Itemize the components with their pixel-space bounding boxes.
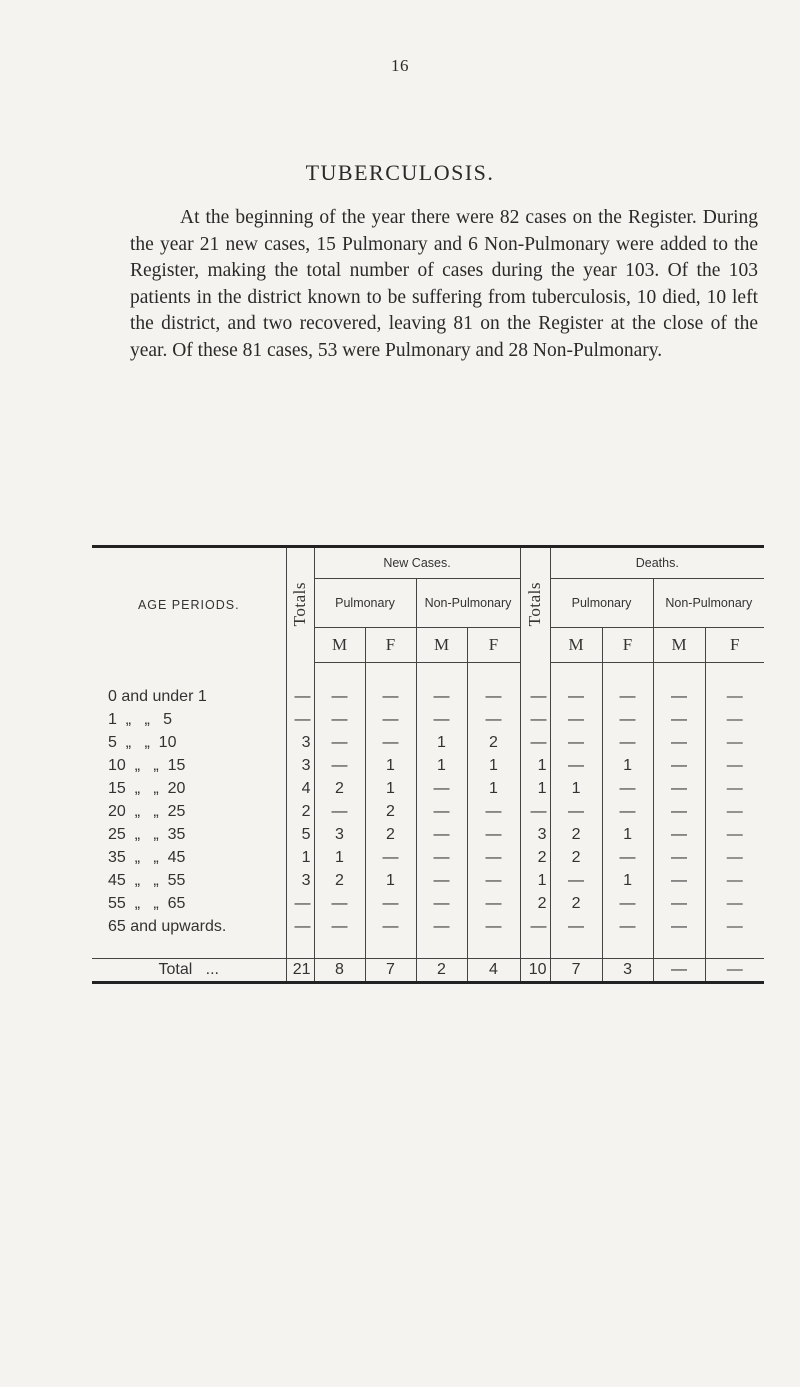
age-period-cell: 0 and under 1 (92, 685, 286, 708)
value-cell: 2 (550, 846, 602, 869)
table-row (92, 823, 764, 846)
value-cell: — (550, 685, 602, 708)
header-m: M (550, 628, 602, 663)
age-period-cell: 10 „ „ 15 (92, 754, 286, 777)
value-cell: 4 (286, 777, 314, 800)
header-m: M (653, 628, 705, 663)
value-cell: 2 (314, 869, 365, 892)
value-cell: 21 (286, 959, 314, 983)
value-cell: 1 (520, 777, 550, 800)
value-cell: — (314, 708, 365, 731)
value-cell: — (467, 685, 520, 708)
value-cell: 3 (286, 731, 314, 754)
value-cell: — (602, 915, 653, 938)
value-cell: — (705, 892, 764, 915)
header-new-pulmonary: Pulmonary (314, 579, 416, 628)
value-cell: — (416, 777, 467, 800)
value-cell: 3 (286, 754, 314, 777)
value-cell: — (653, 846, 705, 869)
value-cell: — (467, 869, 520, 892)
table-row (92, 959, 764, 983)
value-cell: — (705, 685, 764, 708)
value-cell: — (467, 915, 520, 938)
value-cell: — (365, 708, 416, 731)
age-period-cell: 45 „ „ 55 (92, 869, 286, 892)
table-row (92, 892, 764, 915)
value-cell: — (467, 892, 520, 915)
value-cell: 2 (550, 823, 602, 846)
value-cell: 2 (550, 892, 602, 915)
header-death-pulmonary: Pulmonary (550, 579, 653, 628)
value-cell: — (416, 892, 467, 915)
value-cell: — (365, 731, 416, 754)
value-cell: — (365, 685, 416, 708)
value-cell: — (653, 731, 705, 754)
value-cell: — (653, 754, 705, 777)
value-cell: 3 (314, 823, 365, 846)
value-cell: — (705, 869, 764, 892)
header-new-cases: New Cases. (314, 547, 520, 579)
age-period-cell: 1 „ „ 5 (92, 708, 286, 731)
tuberculosis-table (92, 545, 764, 984)
value-cell: 7 (550, 959, 602, 983)
table-row (92, 915, 764, 938)
value-cell: — (653, 915, 705, 938)
value-cell: — (286, 685, 314, 708)
value-cell: — (653, 869, 705, 892)
value-cell: 10 (520, 959, 550, 983)
age-period-cell: 20 „ „ 25 (92, 800, 286, 823)
value-cell: — (653, 823, 705, 846)
value-cell: — (705, 823, 764, 846)
header-f: F (602, 628, 653, 663)
value-cell: 1 (365, 777, 416, 800)
table-row (92, 708, 764, 731)
value-cell: — (550, 754, 602, 777)
table-row (92, 846, 764, 869)
value-cell: — (416, 823, 467, 846)
value-cell: 2 (416, 959, 467, 983)
value-cell: — (602, 846, 653, 869)
age-period-cell: 65 and upwards. (92, 915, 286, 938)
value-cell: — (602, 777, 653, 800)
value-cell: — (314, 731, 365, 754)
value-cell: 1 (520, 754, 550, 777)
table-row (92, 685, 764, 708)
value-cell: — (416, 685, 467, 708)
value-cell: — (416, 915, 467, 938)
value-cell: — (467, 823, 520, 846)
value-cell: — (520, 915, 550, 938)
table-row (92, 869, 764, 892)
value-cell: — (705, 846, 764, 869)
value-cell: — (602, 800, 653, 823)
value-cell: — (705, 777, 764, 800)
value-cell: — (520, 800, 550, 823)
value-cell: 1 (602, 869, 653, 892)
value-cell: — (467, 846, 520, 869)
header-age-periods: AGE PERIODS. (92, 547, 286, 663)
value-cell: — (286, 915, 314, 938)
value-cell: 2 (520, 892, 550, 915)
value-cell: 1 (416, 731, 467, 754)
value-cell: — (653, 708, 705, 731)
age-period-cell: 5 „ „ 10 (92, 731, 286, 754)
value-cell: 8 (314, 959, 365, 983)
value-cell: — (314, 685, 365, 708)
value-cell: 2 (365, 800, 416, 823)
value-cell: — (314, 754, 365, 777)
value-cell: — (653, 685, 705, 708)
table-row (92, 777, 764, 800)
value-cell: — (705, 800, 764, 823)
value-cell: — (314, 800, 365, 823)
value-cell: 1 (550, 777, 602, 800)
age-period-cell: Total ... (92, 959, 286, 983)
value-cell: — (467, 708, 520, 731)
value-cell: — (286, 892, 314, 915)
value-cell: — (550, 869, 602, 892)
value-cell: 7 (365, 959, 416, 983)
value-cell: 3 (286, 869, 314, 892)
table-row (92, 754, 764, 777)
value-cell: 1 (467, 777, 520, 800)
intro-paragraph: At the beginning of the year there were 82 cases on the Register. During the year 21 new cases, 15 Pulmonary and 6 Non-Pulmonary were added to the Register, making the total number of cases during the year 103. Of the 103 patients in the district known to be suffering from tuberculosis, 10 died, 10 left the district, and two recovered, leaving 81 on the Register at the close of the year. Of these 81 cases, 53 were Pulmonary and 28 Non-Pulmonary. (130, 207, 758, 361)
value-cell: — (365, 915, 416, 938)
value-cell: — (705, 959, 764, 983)
value-cell: — (653, 959, 705, 983)
table-row (92, 731, 764, 754)
value-cell: 1 (365, 754, 416, 777)
value-cell: 2 (365, 823, 416, 846)
page-number: 16 (391, 56, 409, 75)
value-cell: — (416, 846, 467, 869)
value-cell: — (550, 708, 602, 731)
value-cell: — (602, 685, 653, 708)
value-cell: 1 (314, 846, 365, 869)
value-cell: — (653, 892, 705, 915)
header-f: F (365, 628, 416, 663)
value-cell: — (705, 754, 764, 777)
value-cell: 3 (520, 823, 550, 846)
value-cell: 2 (520, 846, 550, 869)
header-m: M (314, 628, 365, 663)
value-cell: — (602, 892, 653, 915)
value-cell: — (705, 708, 764, 731)
value-cell: — (520, 685, 550, 708)
age-period-cell: 35 „ „ 45 (92, 846, 286, 869)
value-cell: — (602, 731, 653, 754)
value-cell: — (416, 869, 467, 892)
value-cell: — (653, 777, 705, 800)
value-cell: — (286, 708, 314, 731)
value-cell: 1 (416, 754, 467, 777)
value-cell: 1 (602, 823, 653, 846)
value-cell: — (705, 915, 764, 938)
age-period-cell: 55 „ „ 65 (92, 892, 286, 915)
value-cell: — (602, 708, 653, 731)
age-period-cell: 15 „ „ 20 (92, 777, 286, 800)
value-cell: — (550, 800, 602, 823)
value-cell: — (416, 800, 467, 823)
value-cell: 2 (314, 777, 365, 800)
value-cell: 1 (365, 869, 416, 892)
header-new-non-pulmonary: Non-Pulmonary (416, 579, 520, 628)
header-deaths: Deaths. (550, 547, 764, 579)
value-cell: — (314, 915, 365, 938)
value-cell: — (314, 892, 365, 915)
value-cell: 1 (467, 754, 520, 777)
value-cell: — (365, 892, 416, 915)
page-title: TUBERCULOSIS. (305, 160, 495, 185)
value-cell: 5 (286, 823, 314, 846)
header-f: F (467, 628, 520, 663)
header-f: F (705, 628, 764, 663)
value-cell: — (520, 708, 550, 731)
value-cell: 3 (602, 959, 653, 983)
value-cell: — (416, 708, 467, 731)
value-cell: 1 (520, 869, 550, 892)
header-death-non-pulmonary: Non-Pulmonary (653, 579, 764, 628)
table-body (92, 663, 764, 983)
value-cell: — (550, 731, 602, 754)
header-death-totals: Totals (520, 547, 550, 663)
value-cell: — (550, 915, 602, 938)
header-new-totals: Totals (286, 547, 314, 663)
age-period-cell: 25 „ „ 35 (92, 823, 286, 846)
table-row (92, 800, 764, 823)
value-cell: 1 (286, 846, 314, 869)
value-cell: 2 (467, 731, 520, 754)
value-cell: — (365, 846, 416, 869)
value-cell: 1 (602, 754, 653, 777)
value-cell: — (653, 800, 705, 823)
value-cell: — (467, 800, 520, 823)
value-cell: 4 (467, 959, 520, 983)
value-cell: — (705, 731, 764, 754)
value-cell: — (520, 731, 550, 754)
value-cell: 2 (286, 800, 314, 823)
header-m: M (416, 628, 467, 663)
